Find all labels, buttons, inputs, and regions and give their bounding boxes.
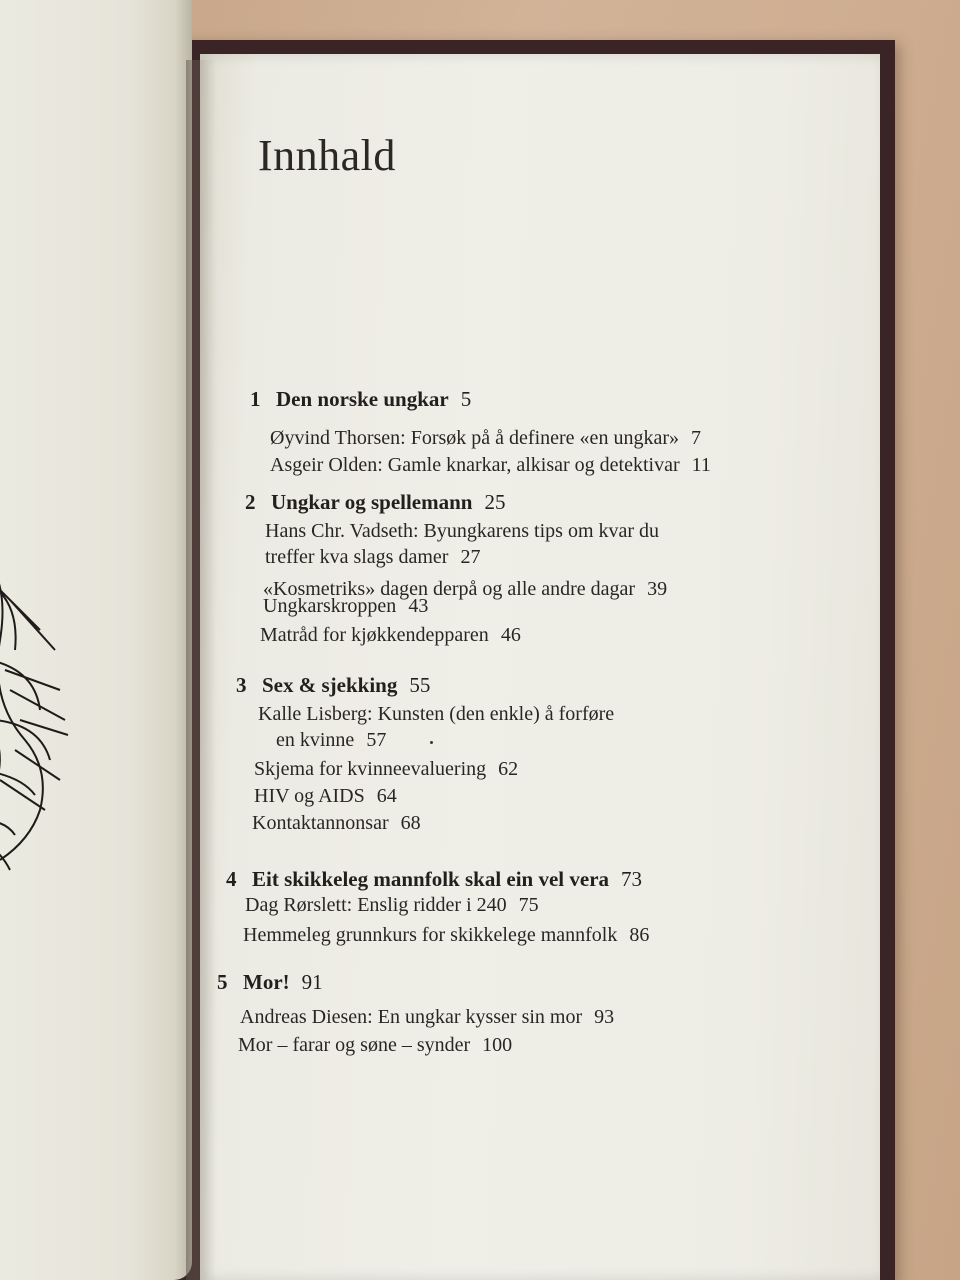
entry-title: Dag Rørslett: Enslig ridder i 240: [245, 894, 507, 916]
entry-page: 46: [500, 624, 521, 646]
toc-entry: [252, 812, 421, 835]
chapter-number: 2: [245, 490, 256, 514]
entry-title: Øyvind Thorsen: Forsøk på å definere «en ungkar»: [270, 427, 679, 449]
toc-entry: [270, 454, 711, 477]
entry-title: Kalle Lisberg: Kunsten (den enkle) å forføre: [258, 703, 615, 725]
entry-title-continued: en kvinne: [276, 729, 355, 751]
entry-title: Hans Chr. Vadseth: Byungkarens tips om kvar du: [265, 520, 660, 542]
toc-entry: [265, 520, 660, 568]
entry-title: Mor – farar og søne – synder: [238, 1034, 471, 1056]
chapter-number: 4: [226, 867, 237, 891]
entry-page: 86: [629, 924, 650, 946]
entry-page: 68: [400, 812, 421, 834]
entry-page: 43: [408, 595, 429, 617]
entry-title: HIV og AIDS: [254, 785, 365, 807]
toc-entry: [238, 1034, 512, 1057]
entry-title: «Kosmetriks» dagen derpå og alle andre dagar: [263, 578, 636, 600]
entry-title: Andreas Diesen: En ungkar kysser sin mor: [240, 1006, 583, 1028]
chapter-heading: [226, 867, 642, 892]
entry-page: 62: [498, 758, 519, 780]
entry-page: 64: [376, 785, 397, 807]
chapter-number: 3: [236, 673, 247, 697]
chapter-page: 25: [484, 490, 506, 514]
chapter-number: 5: [217, 970, 228, 994]
entry-title-continued: treffer kva slags damer: [265, 546, 449, 568]
toc-entry: [263, 595, 428, 618]
toc-entry: [270, 427, 701, 450]
entry-title: Skjema for kvinneevaluering: [254, 758, 487, 780]
chapter-number: 1: [250, 387, 261, 411]
toc-entry: [254, 785, 397, 808]
toc-entry: [243, 924, 649, 947]
toc-entry: [254, 758, 518, 781]
toc-entry: [258, 703, 615, 751]
entry-page: 93: [594, 1006, 615, 1028]
print-speck: [430, 741, 433, 744]
chapter-title: Mor!: [243, 970, 290, 994]
chapter-page: 91: [301, 970, 323, 994]
entry-title: Asgeir Olden: Gamle knarkar, alkisar og detektivar: [270, 454, 680, 476]
entry-title: Ungkarskroppen: [263, 595, 397, 617]
chapter-page: 5: [460, 387, 472, 411]
entry-title: Matråd for kjøkkendepparen: [260, 624, 489, 646]
toc-entry: [240, 1006, 614, 1029]
entry-page: 7: [690, 427, 701, 449]
chapter-page: 55: [409, 673, 431, 697]
chapter-title: Eit skikkeleg mannfolk skal ein vel vera: [252, 867, 610, 891]
entry-page: 75: [518, 894, 539, 916]
chapter-page: 73: [621, 867, 643, 891]
entry-page: 57: [366, 729, 387, 751]
entry-title: Kontaktannonsar: [252, 812, 389, 834]
entry-page: 100: [482, 1034, 513, 1056]
entry-page: 27: [460, 546, 481, 568]
toc-entry: [245, 894, 539, 917]
entry-page: 11: [691, 454, 711, 476]
chapter-heading: [245, 490, 505, 515]
chapter-heading: [236, 673, 430, 698]
entry-title: Hemmeleg grunnkurs for skikkelege mannfolk: [243, 924, 618, 946]
chapter-heading: [217, 970, 323, 995]
chapter-heading: [250, 387, 471, 412]
chapter-title: Sex & sjekking: [262, 673, 398, 697]
chapter-title: Den norske ungkar: [276, 387, 449, 411]
entry-page: 39: [647, 578, 668, 600]
toc-entry: [260, 624, 521, 647]
chapter-title: Ungkar og spellemann: [271, 490, 473, 514]
page-title: Innhald: [258, 131, 396, 180]
